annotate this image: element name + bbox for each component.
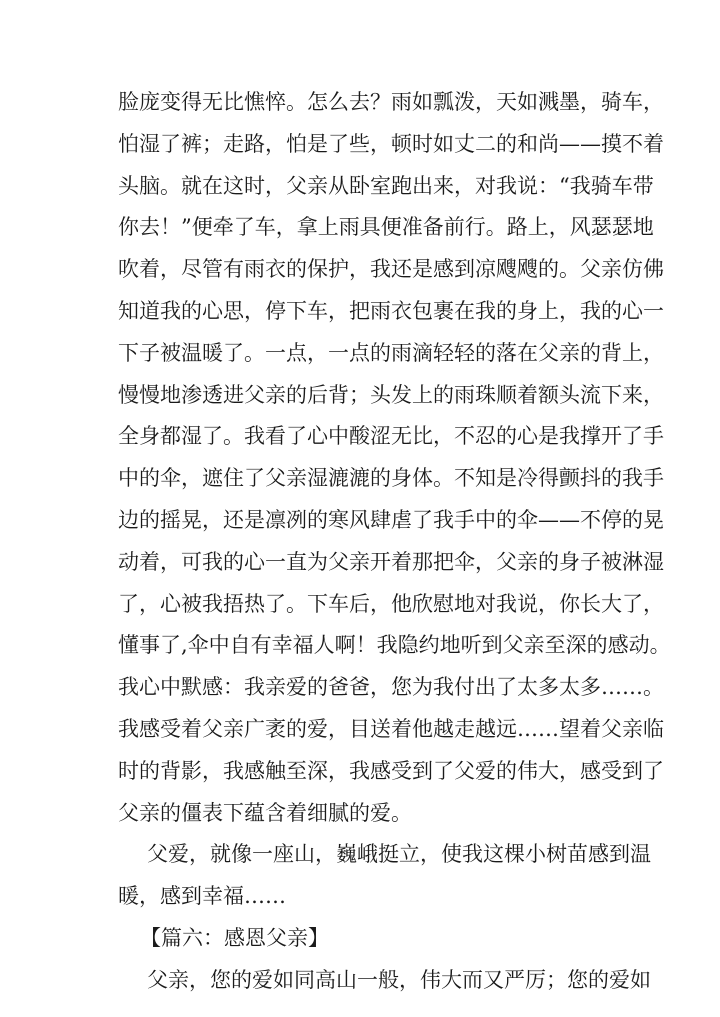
text-line: 慢慢地渗透进父亲的后背；头发上的雨珠顺着额头流下来， — [118, 382, 664, 407]
text-line: 动着，可我的心一直为父亲开着那把伞，父亲的身子被淋湿 — [118, 549, 664, 574]
text-line: 你去！”便牵了车，拿上雨具便准备前行。路上，风瑟瑟地 — [118, 215, 654, 240]
text-line: 怕湿了裤；走路，怕是了些，顿时如丈二的和尚——摸不着 — [118, 131, 664, 156]
paragraph-first-line: 父爱，就像一座山，巍峨挺立，使我这棵小树苗感到温 — [147, 842, 651, 867]
section-heading: 【篇六：感恩父亲】 — [140, 925, 329, 950]
text-line: 下子被温暖了。一点，一点的雨滴轻轻的落在父亲的背上， — [118, 340, 664, 365]
text-line: 全身都湿了。我看了心中酸涩无比，不忍的心是我撑开了手 — [118, 424, 664, 449]
text-line: 头脑。就在这时，父亲从卧室跑出来，对我说：“我骑车带 — [118, 173, 654, 198]
text-line: 时的背影，我感触至深，我感受到了父爱的伟大，感受到了 — [118, 758, 664, 783]
paragraph-first-line: 父亲，您的爱如同高山一般，伟大而又严厉；您的爱如 — [147, 967, 651, 992]
text-line: 暖，感到幸福…… — [118, 884, 286, 909]
text-line: 懂事了,伞中自有幸福人啊！我隐约地听到父亲至深的感动。 — [118, 633, 671, 658]
text-line: 我心中默感：我亲爱的爸爸，您为我付出了太多太多……。 — [118, 675, 664, 700]
text-line: 脸庞变得无比憔悴。怎么去？雨如瓢泼，天如溅墨，骑车， — [118, 90, 664, 114]
text-line: 知道我的心思，停下车，把雨衣包裹在我的身上，我的心一 — [118, 298, 664, 323]
text-line: 中的伞，遮住了父亲湿漉漉的身体。不知是冷得颤抖的我手 — [118, 466, 664, 491]
text-line: 边的摇晃，还是凛冽的寒风肆虐了我手中的伞——不停的晃 — [118, 507, 664, 532]
text-line: 我感受着父亲广袤的爱，目送着他越走越远……望着父亲临 — [118, 716, 664, 741]
text-line: 父亲的僵表下蕴含着细腻的爱。 — [118, 800, 412, 825]
body-text — [118, 82, 671, 1002]
text-line: 吹着，尽管有雨衣的保护，我还是感到凉飕飕的。父亲仿佛 — [118, 257, 664, 282]
text-line: 了，心被我捂热了。下车后，他欣慰地对我说，你长大了， — [118, 591, 664, 616]
